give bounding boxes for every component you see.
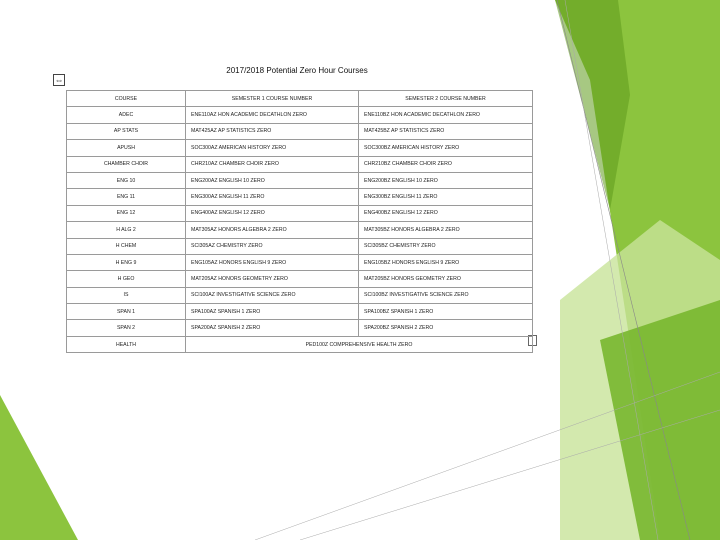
course-cell: H ALG 2 — [67, 222, 186, 238]
semester-2-cell: SPA100BZ SPANISH 1 ZERO — [359, 304, 533, 320]
semester-1-cell: ENG200AZ ENGLISH 10 ZERO — [186, 172, 359, 188]
semester-1-cell: MAT425AZ AP STATISTICS ZERO — [186, 123, 359, 139]
semester-2-cell: MAT425BZ AP STATISTICS ZERO — [359, 123, 533, 139]
document-title: 2017/2018 Potential Zero Hour Courses — [226, 66, 368, 75]
course-cell: HEALTH — [67, 336, 186, 352]
table-row — [67, 271, 533, 287]
semester-1-cell: CHR210AZ CHAMBER CHOIR ZERO — [186, 156, 359, 172]
table-row — [67, 287, 533, 303]
semester-2-cell: ENG105BZ HONORS ENGLISH 9 ZERO — [359, 254, 533, 270]
semester-1-cell: ENG300AZ ENGLISH 11 ZERO — [186, 189, 359, 205]
table-row — [67, 336, 533, 352]
course-cell: H ENG 9 — [67, 254, 186, 270]
merged-course-cell: PED100Z COMPREHENSIVE HEALTH ZERO — [186, 336, 533, 352]
column-header-course: COURSE — [67, 91, 186, 107]
semester-2-cell: ENE110BZ HON ACADEMIC DECATHLON ZERO — [359, 107, 533, 123]
courses-table — [66, 90, 533, 353]
semester-1-cell: MAT305AZ HONORS ALGEBRA 2 ZERO — [186, 222, 359, 238]
table-row — [67, 189, 533, 205]
semester-2-cell: ENG200BZ ENGLISH 10 ZERO — [359, 172, 533, 188]
semester-2-cell: SPA200BZ SPANISH 2 ZERO — [359, 320, 533, 336]
course-cell: ENG 10 — [67, 172, 186, 188]
course-cell: H GEO — [67, 271, 186, 287]
semester-2-cell: SCI305BZ CHEMISTRY ZERO — [359, 238, 533, 254]
semester-1-cell: SPA200AZ SPANISH 2 ZERO — [186, 320, 359, 336]
course-cell: ENG 12 — [67, 205, 186, 221]
table-row — [67, 156, 533, 172]
semester-2-cell: SCI100BZ INVESTIGATIVE SCIENCE ZERO — [359, 287, 533, 303]
semester-2-cell: MAT205BZ HONORS GEOMETRY ZERO — [359, 271, 533, 287]
semester-1-cell: ENE110AZ HON ACADEMIC DECATHLON ZERO — [186, 107, 359, 123]
course-cell: CHAMBER CHOIR — [67, 156, 186, 172]
semester-2-cell: ENG300BZ ENGLISH 11 ZERO — [359, 189, 533, 205]
table-row — [67, 123, 533, 139]
semester-1-cell: ENG105AZ HONORS ENGLISH 9 ZERO — [186, 254, 359, 270]
semester-2-cell: ENG400BZ ENGLISH 12 ZERO — [359, 205, 533, 221]
course-cell: IS — [67, 287, 186, 303]
table-row — [67, 140, 533, 156]
column-header-semester-2: SEMESTER 2 COURSE NUMBER — [359, 91, 533, 107]
table-header-row — [67, 91, 533, 107]
semester-2-cell: SOC300BZ AMERICAN HISTORY ZERO — [359, 140, 533, 156]
semester-1-cell: SCI100AZ INVESTIGATIVE SCIENCE ZERO — [186, 287, 359, 303]
course-cell: ADEC — [67, 107, 186, 123]
table-row — [67, 254, 533, 270]
column-header-semester-1: SEMESTER 1 COURSE NUMBER — [186, 91, 359, 107]
semester-2-cell: MAT305BZ HONORS ALGEBRA 2 ZERO — [359, 222, 533, 238]
table-row — [67, 107, 533, 123]
green-triangle-bottom-left — [0, 395, 78, 540]
course-cell: SPAN 2 — [67, 320, 186, 336]
semester-1-cell: ENG400AZ ENGLISH 12 ZERO — [186, 205, 359, 221]
table-row — [67, 238, 533, 254]
table-row — [67, 304, 533, 320]
semester-1-cell: SOC300AZ AMERICAN HISTORY ZERO — [186, 140, 359, 156]
semester-1-cell: SPA100AZ SPANISH 1 ZERO — [186, 304, 359, 320]
course-cell: AP STATS — [67, 123, 186, 139]
table-row — [67, 172, 533, 188]
semester-2-cell: CHR210BZ CHAMBER CHOIR ZERO — [359, 156, 533, 172]
course-cell: APUSH — [67, 140, 186, 156]
table-move-handle-icon[interactable]: ⇔ — [54, 75, 64, 85]
semester-1-cell: MAT205AZ HONORS GEOMETRY ZERO — [186, 271, 359, 287]
course-cell: SPAN 1 — [67, 304, 186, 320]
course-cell: H CHEM — [67, 238, 186, 254]
semester-1-cell: SCI305AZ CHEMISTRY ZERO — [186, 238, 359, 254]
table-row — [67, 222, 533, 238]
course-cell: ENG 11 — [67, 189, 186, 205]
table-row — [67, 320, 533, 336]
table-row — [67, 205, 533, 221]
